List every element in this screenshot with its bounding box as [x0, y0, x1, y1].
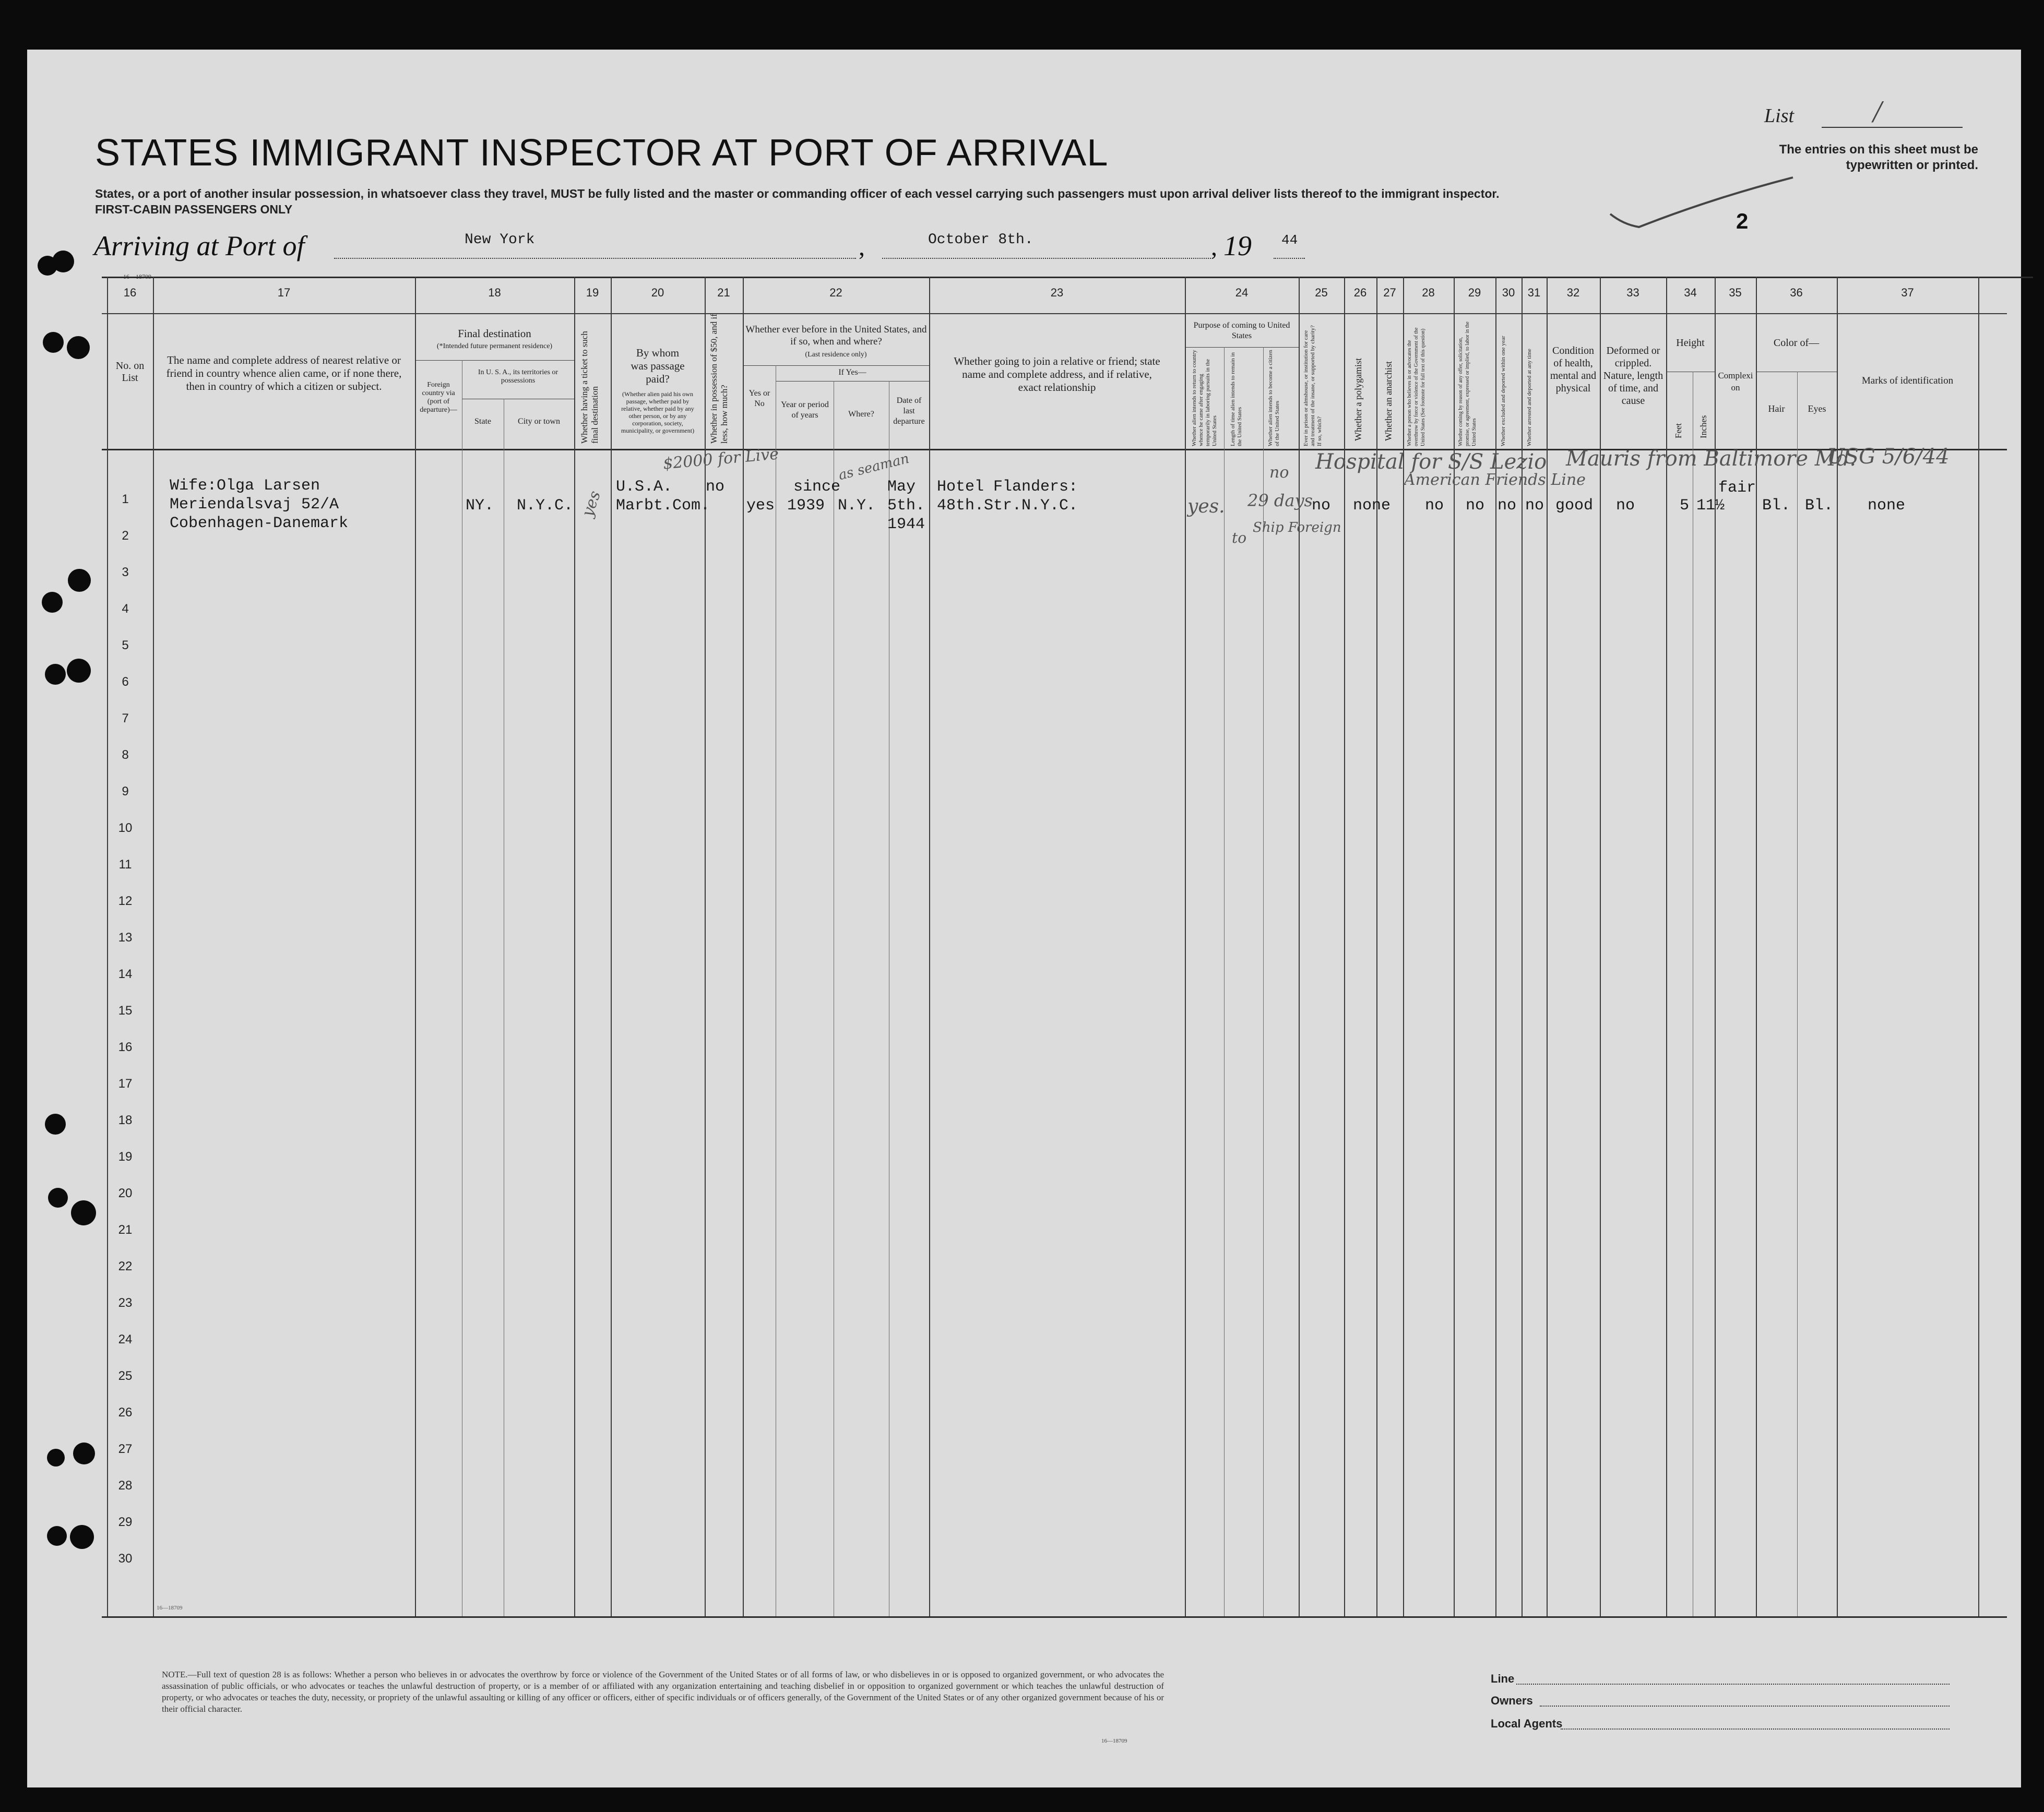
col-header-final-destination: Final destination [458, 327, 531, 340]
year-prefix: 19 [1223, 230, 1252, 261]
colnum-19: 19 [586, 286, 599, 299]
entry-money: no [706, 478, 725, 496]
handwritten-citizen: no [1269, 463, 1289, 482]
col-header-deformed: Deformed or crippled. Nature, length of time, and cause [1603, 345, 1663, 407]
port-underline [334, 258, 856, 259]
entry-advocate: no [1466, 497, 1485, 515]
handwritten-american-friends: American Friends Line [1404, 471, 1586, 489]
col-header-relative: The name and complete address of nearest relative or friend in country whence alien came, or if none there, then in country of which a citizen or subject. [166, 354, 402, 392]
col-header-in-usa: In U. S. A., its territories or possessions [478, 368, 558, 385]
colnum-27: 27 [1383, 286, 1396, 299]
handwritten-hospital: Hospital for S/S Lezio [1315, 450, 1547, 474]
row-number: 17 [118, 1077, 133, 1091]
colnum-31: 31 [1527, 286, 1541, 299]
entry-polygamist: none [1353, 497, 1391, 515]
handwritten-mauris: Mauris from Baltimore Md. [1566, 447, 1857, 471]
row-number: 10 [118, 821, 133, 835]
col-line [1797, 372, 1798, 1616]
row-number: 5 [122, 638, 129, 652]
col-line [1185, 277, 1186, 1616]
col-line [1600, 277, 1601, 1616]
col-line [574, 277, 575, 1616]
handwritten-ship: Ship Foreign [1253, 520, 1341, 535]
row-number: 12 [118, 894, 133, 908]
colnum-34: 34 [1684, 286, 1697, 299]
col-line [1263, 347, 1264, 1616]
entry-join-line2: 48th.Str.N.Y.C. [937, 497, 1078, 515]
entry-offer: no [1498, 497, 1517, 515]
col-header-height: Height [1676, 337, 1705, 349]
col-header-overthrow: Whether a person who believes in or advocates the overthrow by force or violence of the Government of the United States (See footnote for full text of this question) [1407, 327, 1426, 446]
colnum-26: 26 [1353, 286, 1367, 299]
col-header-prison: Ever in prison or almshouse, or institution for care and treatment of the insane, or supported by charity? If so, which? [1303, 325, 1323, 446]
punch-hole [47, 1526, 67, 1546]
row-number: 8 [122, 748, 129, 762]
punch-hole [67, 336, 90, 359]
punch-hole [67, 659, 91, 683]
col-line [743, 277, 744, 1616]
colnum-33: 33 [1626, 286, 1639, 299]
col-header-passage-paid: By whom was passage paid? [631, 347, 685, 385]
col-header-polygamist: Whether a polygamist [1353, 358, 1363, 441]
colnum-30: 30 [1502, 286, 1515, 299]
entry-departure-line2: 5th. [887, 497, 925, 515]
punch-hole [47, 1449, 65, 1467]
entry-where: N.Y. [838, 497, 876, 515]
col-line [1299, 277, 1300, 1616]
col-header-passage-paid-sub: (Whether alien paid his own passage, whether paid by relative, whether paid by any other person, or by any corporation, society, municipality, or government) [621, 390, 695, 434]
col-line [1666, 277, 1667, 1616]
handwritten-length-to: to [1232, 529, 1247, 546]
col-header-return: Whether alien intends to return to country whence he came after engaging temporarily in laboring pursuits in the United States [1191, 350, 1218, 446]
col-header-complexion: Complexion [1718, 371, 1753, 392]
colnum-24: 24 [1235, 286, 1249, 299]
colnum-36: 36 [1790, 286, 1803, 299]
col-header-excluded: Whether excluded and deported within one year [1500, 336, 1506, 446]
row-number: 29 [118, 1515, 133, 1529]
entry-paid-line2: Marbt.Com. [616, 497, 710, 515]
entry-deformed: no [1616, 497, 1635, 515]
entry-hair: Bl. [1762, 497, 1791, 515]
row-number: 28 [118, 1479, 133, 1493]
col-header-arrested: Whether arrested and deported at any time [1526, 349, 1532, 446]
cabin-class: FIRST-CABIN PASSENGERS ONLY [95, 202, 293, 216]
col24-subline [1185, 347, 1299, 348]
footer-line-label: Line [1491, 1672, 1515, 1685]
row-number: 24 [118, 1332, 133, 1346]
footer-form-code: 16—18709 [1101, 1738, 1127, 1744]
col-header-purpose: Purpose of coming to United States [1193, 321, 1290, 340]
col-line [1344, 277, 1345, 1616]
entry-departure-line1: May [887, 478, 916, 496]
colnum-17: 17 [277, 286, 291, 299]
col-line [1224, 347, 1225, 1616]
col-line [1837, 277, 1838, 1616]
punch-hole [52, 251, 74, 272]
col-header-inches: Inches [1698, 415, 1708, 438]
row-number: 16 [118, 1040, 133, 1054]
check-mark [1608, 172, 1796, 235]
colnum-16: 16 [123, 286, 137, 299]
year-suffix: 44 [1281, 232, 1298, 248]
manifest-sheet [27, 50, 2021, 1787]
row-number: 11 [118, 857, 132, 872]
entry-complexion: fair [1718, 479, 1756, 497]
page-number: 2 [1736, 209, 1749, 233]
entry-join-line1: Hotel Flanders: [937, 478, 1078, 496]
list-underline [1822, 127, 1963, 128]
entry-excluded: no [1525, 497, 1544, 515]
comma-2: , [1211, 233, 1217, 261]
footer-agents-underline [1561, 1728, 1950, 1730]
footer-note: NOTE.—Full text of question 28 is as follows: Whether a person who believes in or advocates the overthrow by force or violence of the Government of the United States or of all forms of law, or who disbelieves in or is opposed to organized government, or who advocates the assassination of public officials, or who advocates or teaches the unlawful destruction of property, or is a member of or affiliated with any organization entertaining and teaching disbelief in or opposition to organized government or which teaches the unlawful destruction of property, or who advocates or teaches the duty, necessity, or propriety of the unlawful assaulting or killing of any officer or officers, either of specific individuals or of officers generally, of the Government of the United States or of any other organized government because of his or their official character. [162, 1670, 1164, 1714]
col-header-ticket: Whether having a ticket to such final destination [579, 331, 600, 444]
entry-anarchist: no [1425, 497, 1444, 515]
colnum-35: 35 [1729, 286, 1742, 299]
row-number: 27 [118, 1442, 133, 1456]
col-header-anarchist: Whether an anarchist [1383, 361, 1394, 441]
handwritten-money-note: $2000 for Live [662, 445, 780, 473]
entry-ticket: yes [578, 488, 605, 520]
col-line [1756, 277, 1757, 1616]
col-header-yes-no: Yes or No [748, 389, 770, 408]
col-header-feet: Feet [1673, 423, 1683, 438]
col-line [415, 277, 416, 1616]
punch-hole [43, 332, 64, 353]
row-number: 23 [118, 1296, 133, 1310]
col-line [1376, 277, 1377, 1616]
entry-state: NY. [466, 497, 494, 515]
footer-line-underline [1516, 1684, 1950, 1685]
col-header-final-destination-sub: (*Intended future permanent residence) [436, 342, 553, 350]
col-header-citizen: Whether alien intends to become a citizen of the United States [1267, 350, 1280, 446]
colnum-29: 29 [1468, 286, 1481, 299]
col-header-health: Condition of health, mental and physical [1550, 345, 1597, 394]
col-header-foreign-country: Foreign country via (port of departure)— [420, 381, 457, 414]
table-top-border [102, 277, 2033, 278]
entry-eyes: Bl. [1805, 497, 1834, 515]
date-value: October 8th. [928, 232, 1033, 248]
footer-agents-label: Local Agents [1491, 1717, 1563, 1730]
col-header-ever-before: Whether ever before in the United States, and if so, when and where? [745, 324, 927, 347]
row-number: 15 [118, 1004, 133, 1018]
handwritten-seaman-note: as seaman [837, 450, 911, 484]
col-header-length-time: Length of time alien intends to remain in the United States [1230, 352, 1243, 446]
col-header-if-yes: If Yes— [838, 368, 866, 377]
table-bottom-border [102, 1616, 2007, 1618]
col-line [1715, 277, 1716, 1616]
colnum-20: 20 [651, 286, 664, 299]
row-number: 6 [122, 675, 129, 689]
colnum-25: 25 [1315, 286, 1328, 299]
colnum-28: 28 [1422, 286, 1435, 299]
col-header-eyes: Eyes [1808, 403, 1826, 414]
list-value: / [1873, 94, 1882, 129]
col-header-marks: Marks of identification [1861, 375, 1954, 386]
entry-period-line2: 1939 [787, 497, 825, 515]
col-line [929, 277, 930, 1616]
punch-hole [68, 569, 91, 592]
colnum-18: 18 [488, 286, 501, 299]
punch-hole [42, 592, 63, 613]
handwritten-purpose: yes. [1187, 496, 1225, 517]
entry-inches: 11½ [1696, 497, 1725, 515]
col-line [611, 277, 612, 1616]
handwritten-stamp: USG 5/6/44 [1827, 445, 1950, 469]
row-number: 22 [118, 1259, 133, 1273]
row-number: 30 [118, 1552, 133, 1566]
row-number: 9 [122, 784, 129, 798]
punch-hole [45, 664, 66, 685]
colnum-22: 22 [829, 286, 842, 299]
row-number: 18 [118, 1113, 133, 1127]
col-header-last-residence: (Last residence only) [805, 351, 867, 359]
entry-relative-line1: Wife:Olga Larsen [170, 477, 320, 495]
punch-hole [48, 1188, 68, 1208]
arriving-label: Arriving at Port of [94, 230, 305, 261]
port-value: New York [465, 232, 535, 248]
colnum-32: 32 [1566, 286, 1580, 299]
col-header-year-period: Year or period of years [781, 400, 829, 420]
col-header-date-departure: Date of last departure [893, 396, 925, 426]
colnum-21: 21 [717, 286, 730, 299]
row-number: 4 [122, 602, 129, 616]
col-header-no-on-list: No. on List [115, 360, 145, 384]
form-code-bottom: 16—18709 [157, 1605, 183, 1611]
entry-paid-line1: U.S.A. [616, 478, 673, 496]
row-number: 26 [118, 1405, 133, 1420]
punch-hole [71, 1200, 96, 1225]
typewritten-note: The entries on this sheet must be typewritten or printed. [1779, 142, 1978, 172]
footer-owners-label: Owners [1491, 1694, 1533, 1707]
col22-subline-2 [776, 381, 929, 382]
entry-prison: no [1312, 497, 1331, 515]
col22-subline [743, 365, 929, 366]
colnum-23: 23 [1050, 286, 1064, 299]
row-number: 14 [118, 967, 133, 981]
punch-hole [73, 1443, 95, 1464]
row-number: 7 [122, 711, 129, 725]
row-number: 25 [118, 1369, 133, 1383]
entry-relative-line3: Cobenhagen-Danemark [170, 515, 349, 532]
colnum-37: 37 [1901, 286, 1914, 299]
entry-feet: 5 [1680, 497, 1690, 515]
row-number: 21 [118, 1223, 133, 1237]
col-header-hair: Hair [1768, 403, 1785, 414]
col-line [1978, 277, 1979, 1616]
list-label: List [1764, 105, 1795, 127]
punch-hole [45, 1114, 66, 1135]
row-number: 20 [118, 1186, 133, 1200]
row-number: 2 [122, 529, 129, 543]
col-line [153, 277, 154, 1616]
year-underline [1274, 258, 1305, 259]
entry-before: yes [746, 497, 775, 515]
row-number: 1 [122, 492, 129, 506]
entry-city: N.Y.C. [517, 497, 574, 515]
row-number: 3 [122, 565, 129, 579]
header-subtitle: States, or a port of another insular possession, in whatsoever class they travel, MUST be fully listed and the master or commanding officer of each vessel carrying such passengers must upon arrival deliver lists thereof to the immigrant inspector. [95, 187, 1500, 200]
entry-period-line1: since [793, 478, 841, 496]
table-colnum-border [102, 313, 2007, 314]
entry-departure-line3: 1944 [887, 516, 925, 533]
col-header-join-relative: Whether going to join a relative or friend; state name and complete address, and if relative, exact relationship [954, 355, 1160, 394]
entry-health: good [1555, 497, 1594, 515]
entry-relative-line2: Meriendalsvaj 52/A [170, 496, 339, 514]
handwritten-length: 29 days [1247, 491, 1313, 510]
col-header-where: Where? [848, 410, 874, 419]
col-header-state: State [474, 417, 491, 426]
col-header-city: City or town [518, 417, 560, 426]
col-header-color-of: Color of— [1773, 337, 1820, 349]
footer-owners-underline [1540, 1706, 1950, 1707]
date-underline [882, 258, 1211, 259]
form-code: 16—18709 [123, 273, 151, 280]
entry-marks: none [1868, 497, 1906, 515]
punch-hole [70, 1525, 94, 1549]
page-title: STATES IMMIGRANT INSPECTOR AT PORT OF ARRIVAL [95, 132, 1109, 174]
comma: , [859, 233, 865, 261]
row-number: 19 [118, 1150, 133, 1164]
row-number: 13 [118, 931, 133, 945]
col-header-offer: Whether coming by reason of any offer, solicitation, promise, or agreement, expressed or implied, to labor in the United States [1458, 321, 1477, 446]
col-header-fifty-dollars: Whether in possession of $50, and if less, how much? [709, 314, 729, 444]
col18-subline [415, 360, 574, 361]
